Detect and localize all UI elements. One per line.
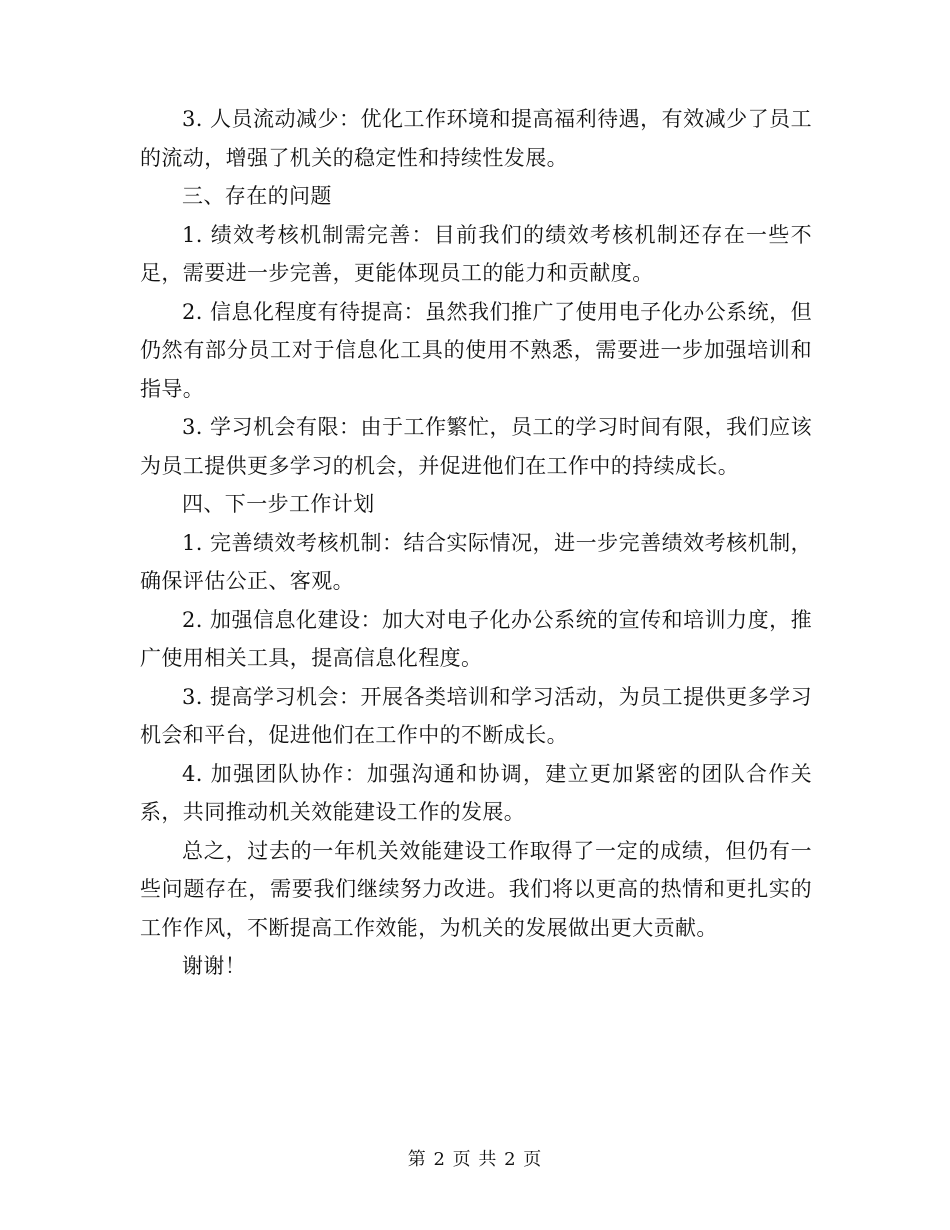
paragraph-performance-assessment: 1. 绩效考核机制需完善：目前我们的绩效考核机制还存在一些不足，需要进一步完善，更能体现员工的能力和贡献度。 bbox=[140, 222, 812, 285]
paragraph-plan-informatization: 2. 加强信息化建设：加大对电子化办公系统的宣传和培训力度，推广使用相关工具，提高信息化程度。 bbox=[140, 607, 812, 670]
paragraph-informatization: 2. 信息化程度有待提高：虽然我们推广了使用电子化办公系统，但仍然有部分员工对于信息化工具的使用不熟悉，需要进一步加强培训和指导。 bbox=[140, 299, 812, 401]
section-heading-problems: 三、存在的问题 bbox=[182, 184, 332, 208]
paragraph-learning-opportunities: 3. 学习机会有限：由于工作繁忙，员工的学习时间有限，我们应该为员工提供更多学习的机会，并促进他们在工作中的持续成长。 bbox=[140, 415, 812, 478]
paragraph-plan-learning: 3. 提高学习机会：开展各类培训和学习活动，为员工提供更多学习机会和平台，促进他们在工作中的不断成长。 bbox=[140, 684, 812, 747]
paragraph-plan-teamwork: 4. 加强团队协作：加强沟通和协调，建立更加紧密的团队合作关系，共同推动机关效能建设工作的发展。 bbox=[140, 761, 812, 824]
paragraph-staff-turnover: 3. 人员流动减少：优化工作环境和提高福利待遇，有效减少了员工的流动，增强了机关的稳定性和持续性发展。 bbox=[140, 107, 812, 170]
section-heading-next-plan: 四、下一步工作计划 bbox=[182, 492, 375, 516]
paragraph-thanks: 谢谢！ bbox=[182, 954, 247, 978]
paragraph-plan-assessment: 1. 完善绩效考核机制：结合实际情况，进一步完善绩效考核机制，确保评估公正、客观。 bbox=[140, 530, 812, 593]
document-body bbox=[140, 100, 812, 986]
paragraph-conclusion: 总之，过去的一年机关效能建设工作取得了一定的成绩，但仍有一些问题存在，需要我们继续努力改进。我们将以更高的热情和更扎实的工作作风，不断提高工作效能，为机关的发展做出更大贡献。 bbox=[140, 838, 812, 940]
page-footer: 第 2 页 共 2 页 bbox=[407, 1149, 543, 1170]
